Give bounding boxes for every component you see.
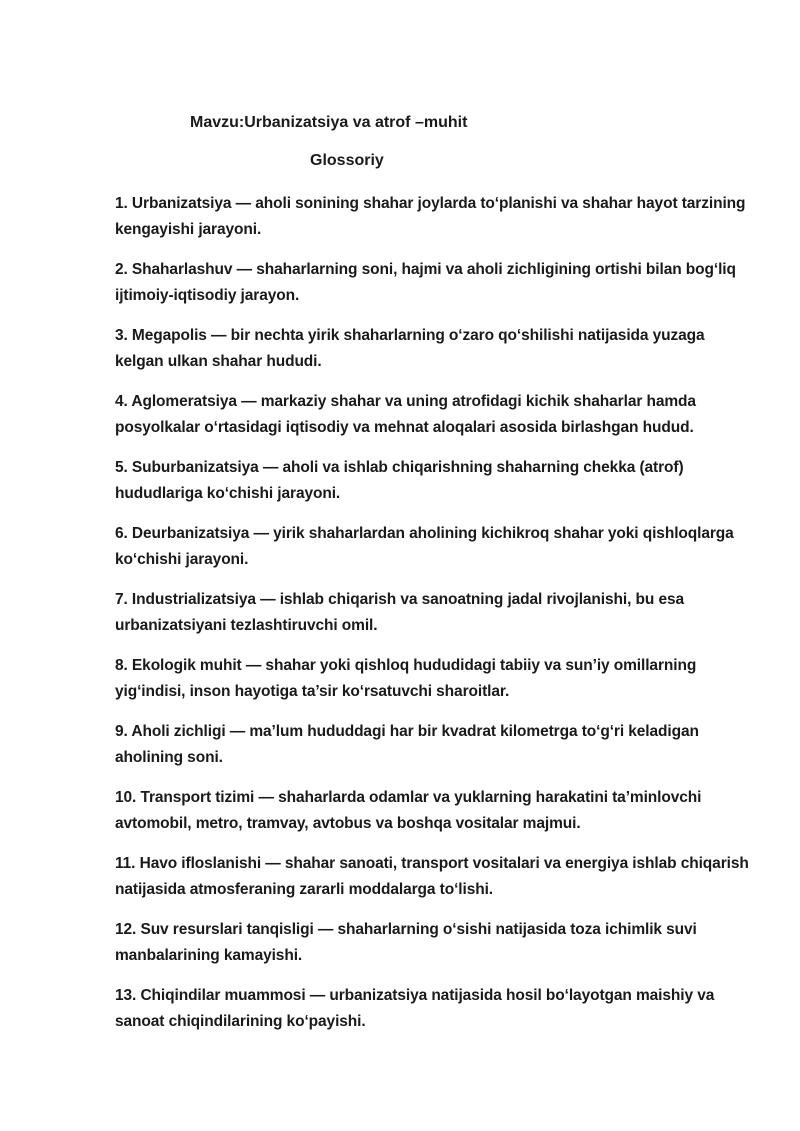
- glossary-entry: 4. Aglomeratsiya — markaziy shahar va uning atrofidagi kichik shaharlar hamda posyolkalar oʻrtasidagi iqtisodiy va mehnat aloqalari asosida birlashgan hudud.: [115, 393, 696, 436]
- glossary-entry: 7. Industrializatsiya — ishlab chiqarish va sanoatning jadal rivojlanishi, bu esa urbanizatsiyani tezlashtiruvchi omil.: [115, 591, 685, 634]
- glossary-entry: 1. Urbanizatsiya — aholi sonining shahar joylarda toʻplanishi va shahar hayot tarzining kengayishi jarayoni.: [115, 195, 746, 238]
- glossary-entry: 12. Suv resurslari tanqisligi — shaharlarning oʻsishi natijasida toza ichimlik suvi manbalarining kamayishi.: [115, 921, 697, 964]
- glossary-entry: 8. Ekologik muhit — shahar yoki qishloq hududidagi tabiiy va sun’iy omillarning yigʻindisi, inson hayotiga ta’sir koʻrsatuvchi sharoitlar.: [115, 657, 697, 700]
- glossary-entry: 6. Deurbanizatsiya — yirik shaharlardan aholining kichikroq shahar yoki qishloqlarga koʻchishi jarayoni.: [115, 525, 734, 568]
- glossary-entry: 13. Chiqindilar muammosi — urbanizatsiya natijasida hosil boʻlayotgan maishiy va sanoat chiqindilarining koʻpayishi.: [115, 987, 715, 1030]
- glossary-entry: 11. Havo ifloslanishi — shahar sanoati, transport vositalari va energiya ishlab chiqarish natijasida atmosferaning zararli moddalarga toʻlishi.: [115, 855, 749, 898]
- glossary-entry: 2. Shaharlashuv — shaharlarning soni, hajmi va aholi zichligining ortishi bilan bogʻliq ijtimoiy-iqtisodiy jarayon.: [115, 261, 736, 304]
- document-title: Mavzu:Urbanizatsiya va atrof –muhit: [190, 114, 468, 131]
- glossary-entry: 5. Suburbanizatsiya — aholi va ishlab chiqarishning shaharning chekka (atrof) hududlariga koʻchishi jarayoni.: [115, 459, 684, 502]
- glossary-entry: 10. Transport tizimi — shaharlarda odamlar va yuklarning harakatini ta’minlovchi avtomobil, metro, tramvay, avtobus va boshqa vositalar majmui.: [115, 789, 702, 832]
- glossary-list: [115, 191, 750, 1049]
- document-subtitle: Glossoriy: [310, 152, 384, 169]
- glossary-entry: 9. Aholi zichligi — ma’lum hududdagi har bir kvadrat kilometrga toʻgʻri keladigan aholining soni.: [115, 723, 699, 766]
- glossary-entry: 3. Megapolis — bir nechta yirik shaharlarning oʻzaro qoʻshilishi natijasida yuzaga kelgan ulkan shahar hududi.: [115, 327, 705, 370]
